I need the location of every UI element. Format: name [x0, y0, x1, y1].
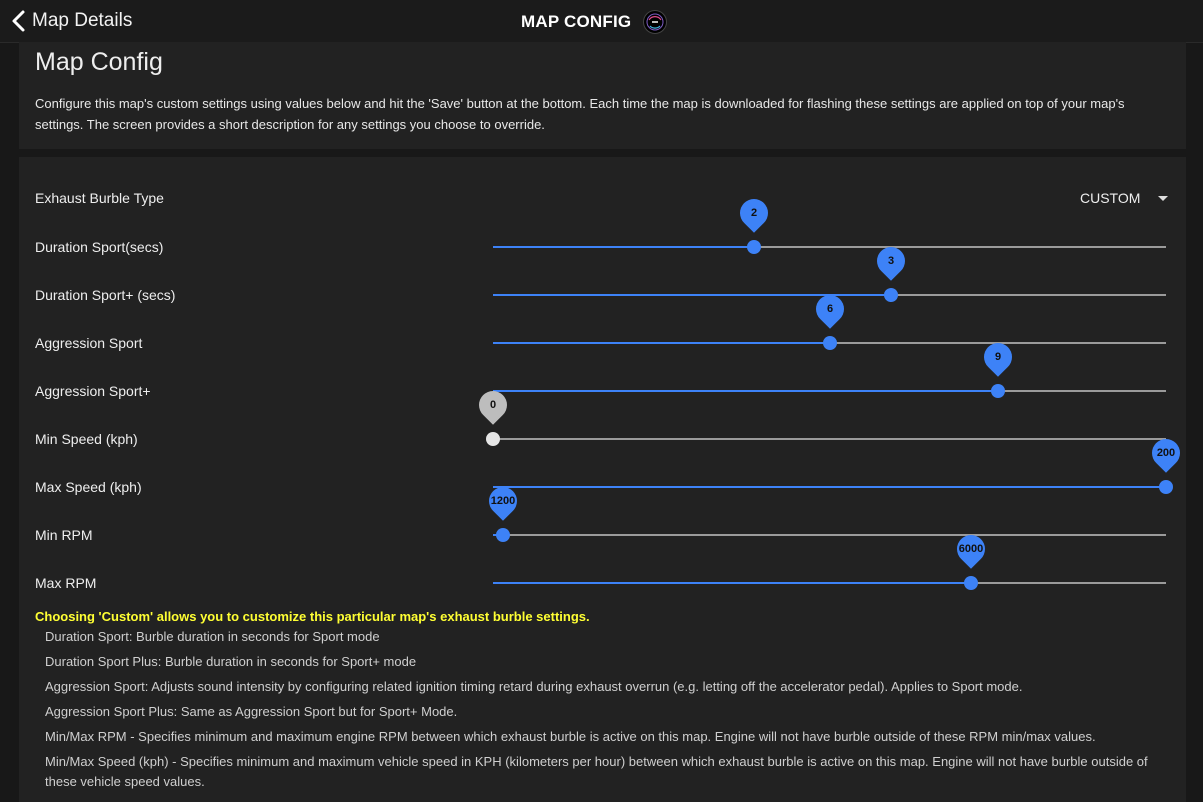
page-header [521, 10, 667, 34]
slider-thumb[interactable] [747, 240, 761, 254]
slider-value: 1200 [490, 495, 516, 507]
intro-card [19, 42, 1186, 149]
settings-card [19, 157, 1186, 802]
setting-slider[interactable] [489, 399, 1166, 449]
setting-slider[interactable] [490, 495, 1166, 545]
setting-slider[interactable] [493, 303, 1166, 353]
slider-thumb[interactable] [496, 528, 510, 542]
slider-label: Aggression Sport [35, 335, 143, 351]
slider-thumb[interactable] [1159, 480, 1173, 494]
slider-thumb[interactable] [884, 288, 898, 302]
setting-slider[interactable] [493, 351, 1166, 401]
slider-label: Max RPM [35, 575, 97, 591]
note-item: Min/Max Speed (kph) - Specifies minimum and maximum vehicle speed in KPH (kilometers per hour) between which exhaust burble is active on this map. Engine will not have burble outside of these vehicle speed values. [45, 754, 1148, 789]
slider-label: Duration Sport(secs) [35, 239, 164, 255]
slider-value: 9 [994, 351, 1002, 363]
setting-slider[interactable] [493, 447, 1176, 497]
back-button[interactable] [8, 8, 132, 34]
slider-label: Duration Sport+ (secs) [35, 287, 176, 303]
note-item: Aggression Sport Plus: Same as Aggression Sport but for Sport+ Mode. [45, 704, 458, 719]
note-item: Duration Sport Plus: Burble duration in seconds for Sport+ mode [45, 654, 417, 669]
slider-thumb[interactable] [486, 432, 500, 446]
dropdown-caret-icon [1158, 196, 1168, 201]
slider-fill [493, 582, 971, 584]
slider-value: 2 [750, 207, 758, 219]
slider-thumb[interactable] [964, 576, 978, 590]
slider-label: Aggression Sport+ [35, 383, 151, 399]
back-label: Map Details [32, 10, 133, 31]
slider-fill [493, 342, 830, 344]
slider-value: 6 [826, 303, 834, 315]
section-title: Map Config [35, 48, 163, 76]
slider-track [493, 438, 1166, 440]
note-item: Aggression Sport: Adjusts sound intensity by configuring related ignition timing retard during exhaust overrun (e.g. letting off the accelerator pedal). Applies to Sport mode. [45, 679, 1023, 694]
chevron-left-icon [8, 9, 30, 33]
burble-type-label: Exhaust Burble Type [35, 190, 164, 206]
setting-slider[interactable] [493, 543, 1166, 593]
setting-slider[interactable] [493, 207, 1166, 257]
slider-fill [493, 390, 998, 392]
notes-title: Choosing 'Custom' allows you to customize this particular map's exhaust burble settings. [35, 609, 590, 624]
slider-value: 3 [887, 255, 895, 267]
slider-label: Max Speed (kph) [35, 479, 142, 495]
slider-thumb[interactable] [991, 384, 1005, 398]
slider-value: 200 [1156, 447, 1176, 459]
slider-value: 6000 [958, 543, 984, 555]
slider-label: Min RPM [35, 527, 93, 543]
burble-type-value: CUSTOM [1080, 190, 1141, 206]
slider-track [493, 534, 1166, 536]
note-item: Min/Max RPM - Specifies minimum and maximum engine RPM between which exhaust burble is active on this map. Engine will not have burble outside of these RPM min/max values. [45, 729, 1096, 744]
note-item: Duration Sport: Burble duration in seconds for Sport mode [45, 629, 380, 644]
intro-description: Configure this map's custom settings using values below and hit the 'Save' button at the bottom. Each time the map is downloaded for flashing these settings are applied on top of your map's settings. The screen provides a short description for any settings you choose to override. [35, 96, 1125, 132]
slider-value: 0 [489, 399, 497, 411]
page-title: MAP CONFIG [521, 12, 632, 31]
bm3-logo-icon [643, 10, 667, 34]
slider-label: Min Speed (kph) [35, 431, 138, 447]
slider-fill [493, 246, 754, 248]
slider-fill [493, 486, 1166, 488]
top-bar [0, 0, 1203, 43]
burble-type-select[interactable] [1080, 187, 1176, 209]
slider-thumb[interactable] [823, 336, 837, 350]
